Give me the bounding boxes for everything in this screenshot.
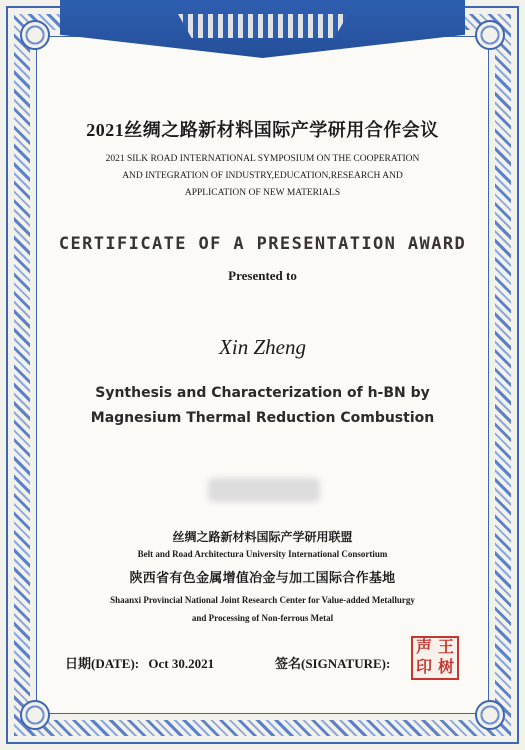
seal-char: 印: [415, 659, 432, 676]
signature-seal: [411, 636, 459, 680]
conference-title-cn: 2021丝绸之路新材料国际产学研用合作会议: [86, 120, 439, 140]
date-field: [65, 653, 214, 672]
signature-field: [275, 653, 390, 672]
recipient-name: Xin Zheng: [219, 335, 306, 359]
conference-title-en: [40, 151, 485, 202]
presented-to-label: Presented to: [228, 268, 297, 283]
seal-char: 王: [437, 639, 454, 656]
organizer-cn-1: 丝绸之路新材料国际产学研用联盟: [172, 530, 353, 544]
redacted-area: [208, 478, 320, 502]
paper-title-line: Synthesis and Characterization of h-BN by: [95, 385, 430, 401]
conference-title-en-line: APPLICATION OF NEW MATERIALS: [184, 188, 341, 198]
award-title: CERTIFICATE OF A PRESENTATION AWARD: [58, 234, 467, 254]
organizer-en-1: Belt and Road Architectura University International Consortium: [137, 549, 388, 559]
seal-char: 树: [437, 659, 454, 676]
signature-label: 签名(SIGNATURE):: [275, 656, 391, 671]
date-value: Oct 30.2021: [148, 656, 215, 671]
paper-title-line: Magnesium Thermal Reduction Combustion: [90, 410, 435, 426]
date-label: 日期(DATE):: [65, 656, 140, 671]
conference-title-en-line: 2021 SILK ROAD INTERNATIONAL SYMPOSIUM ON THE COOPERATION: [105, 154, 420, 164]
organizer-en-2: [40, 591, 485, 627]
paper-title: [40, 381, 485, 431]
conference-title-en-line: AND INTEGRATION OF INDUSTRY,EDUCATION,RESEARCH AND: [122, 171, 403, 181]
organizer-cn-2: 陕西省有色金属增值冶金与加工国际合作基地: [129, 570, 396, 585]
organizer-en-2-line: and Processing of Non-ferrous Metal: [191, 613, 334, 623]
organizer-en-2-line: Shaanxi Provincial National Joint Research Center for Value-added Metallurgy: [110, 595, 415, 605]
seal-char: 声: [415, 639, 432, 656]
